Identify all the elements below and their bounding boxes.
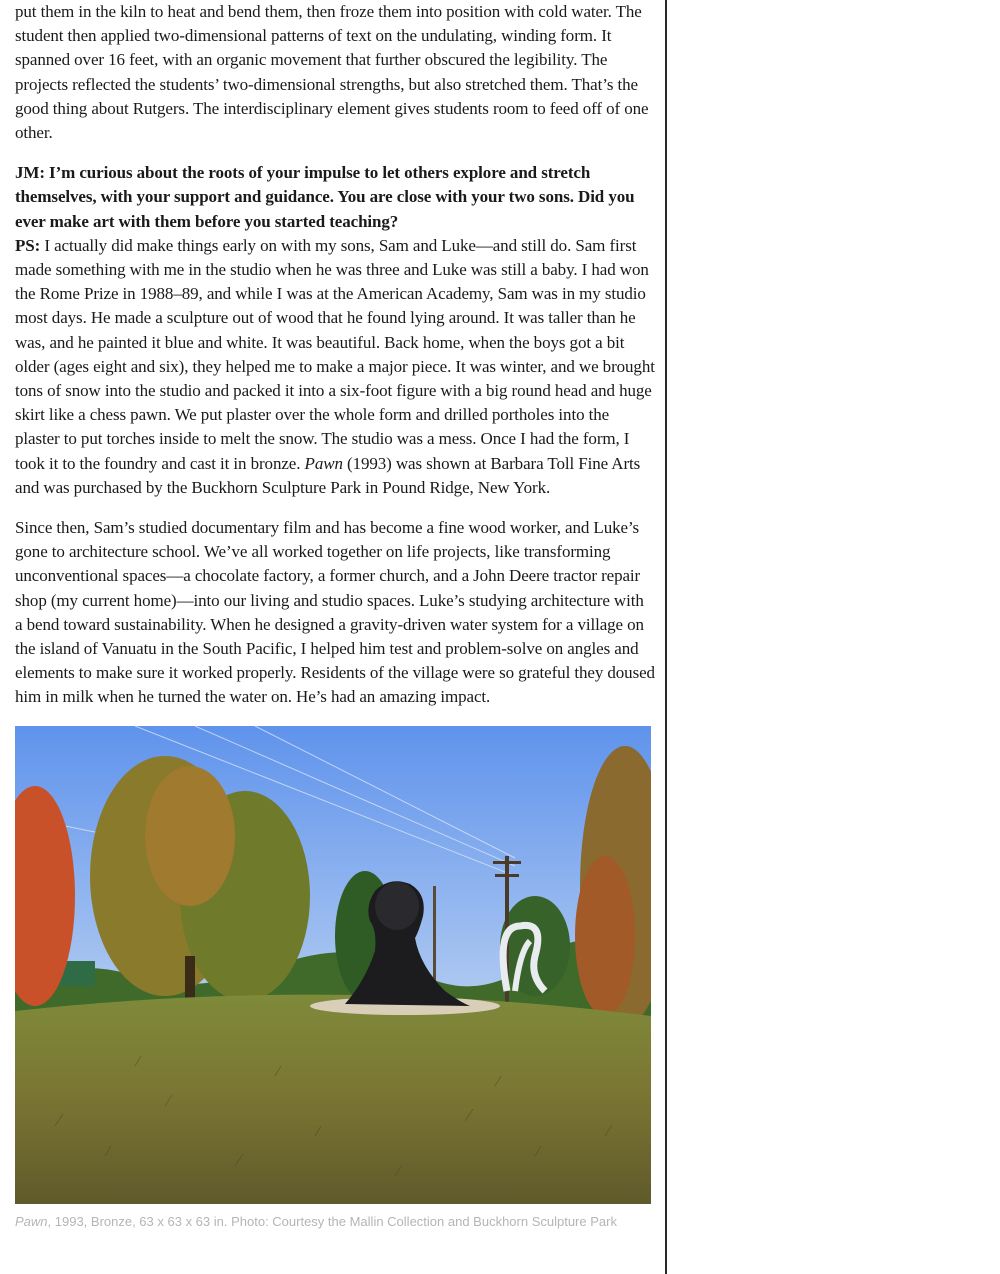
paragraph-life-projects: Since then, Sam’s studied documentary film and has become a fine wood worker, and Luke’s gone to architecture school. We’ve all worked together on life projects, like transforming unconventional spaces—a chocolate factory, a former church, and a John Deere tractor repair shop (my current home)—into our living and studio spaces. Luke’s studying architecture with a bend toward sustainability. When he designed a gravity-driven water system for a village on the island of Vanuatu in the South Pacific, I helped him test and problem-solve on angles and elements to make sure it worked properly. Residents of the village were so grateful they doused him in milk when he turned the water on. He’s had an amazing impact. — [15, 518, 655, 707]
photo-caption — [15, 1214, 655, 1229]
caption-text: , 1993, Bronze, 63 x 63 x 63 in. Photo: Courtesy the Mallin Collection and Buckhorn Sculpture Park — [47, 1213, 617, 1229]
article-column — [15, 0, 655, 1229]
paragraph-studio-projects: put them in the kiln to heat and bend them, then froze them into position with cold water. The student then applied two-dimensional patterns of text on the undulating, winding form. It spanned over 16 feet, with an organic movement that further obscured the legibility. The projects reflected the students’ two-dimensional strengths, but also stretched them. That’s the good thing about Rutgers. The interdisciplinary element gives students room to feed off of one other. — [15, 2, 649, 143]
column-divider — [665, 0, 667, 1274]
interview-answer — [15, 234, 655, 500]
answer-text: I actually did make things early on with my sons, Sam and Luke—and still do. Sam first made something with me in the studio when he was three and Luke was still a baby. I had won the Rome Prize in 1988–89, and while I was at the American Academy, Sam was in my studio most days. He made a sculpture out of wood that he found lying around. It was taller than he was, and he painted it blue and white. It was beautiful. Back home, when the boys got a bit older (ages eight and six), they helped me to make a major piece. It was winter, and we brought tons of snow into the studio and packed it into a six-foot figure with a big round head and huge skirt like a chess pawn. We put plaster over the whole form and drilled portholes into the plaster to put torches inside to melt the snow. The studio was a mess. Once I had the form, I took it to the foundry and cast it in bronze. — [15, 235, 655, 473]
answer-tail: (1993) was shown at Barbara Toll Fine Arts and was purchased by the Buckhorn Sculpture Park in Pound Ridge, New York. — [15, 453, 641, 497]
answer-speaker: PS: — [15, 235, 41, 255]
artwork-title: Pawn — [304, 453, 343, 473]
caption-title: Pawn — [15, 1213, 48, 1229]
interview-question: JM: I’m curious about the roots of your impulse to let others explore and stretch themselves, with your support and guidance. You are close with your two sons. Did you ever make art with them before you started teaching? — [15, 163, 635, 231]
photo-illustration — [15, 726, 651, 1204]
pawn-sculpture-photo — [15, 726, 651, 1204]
